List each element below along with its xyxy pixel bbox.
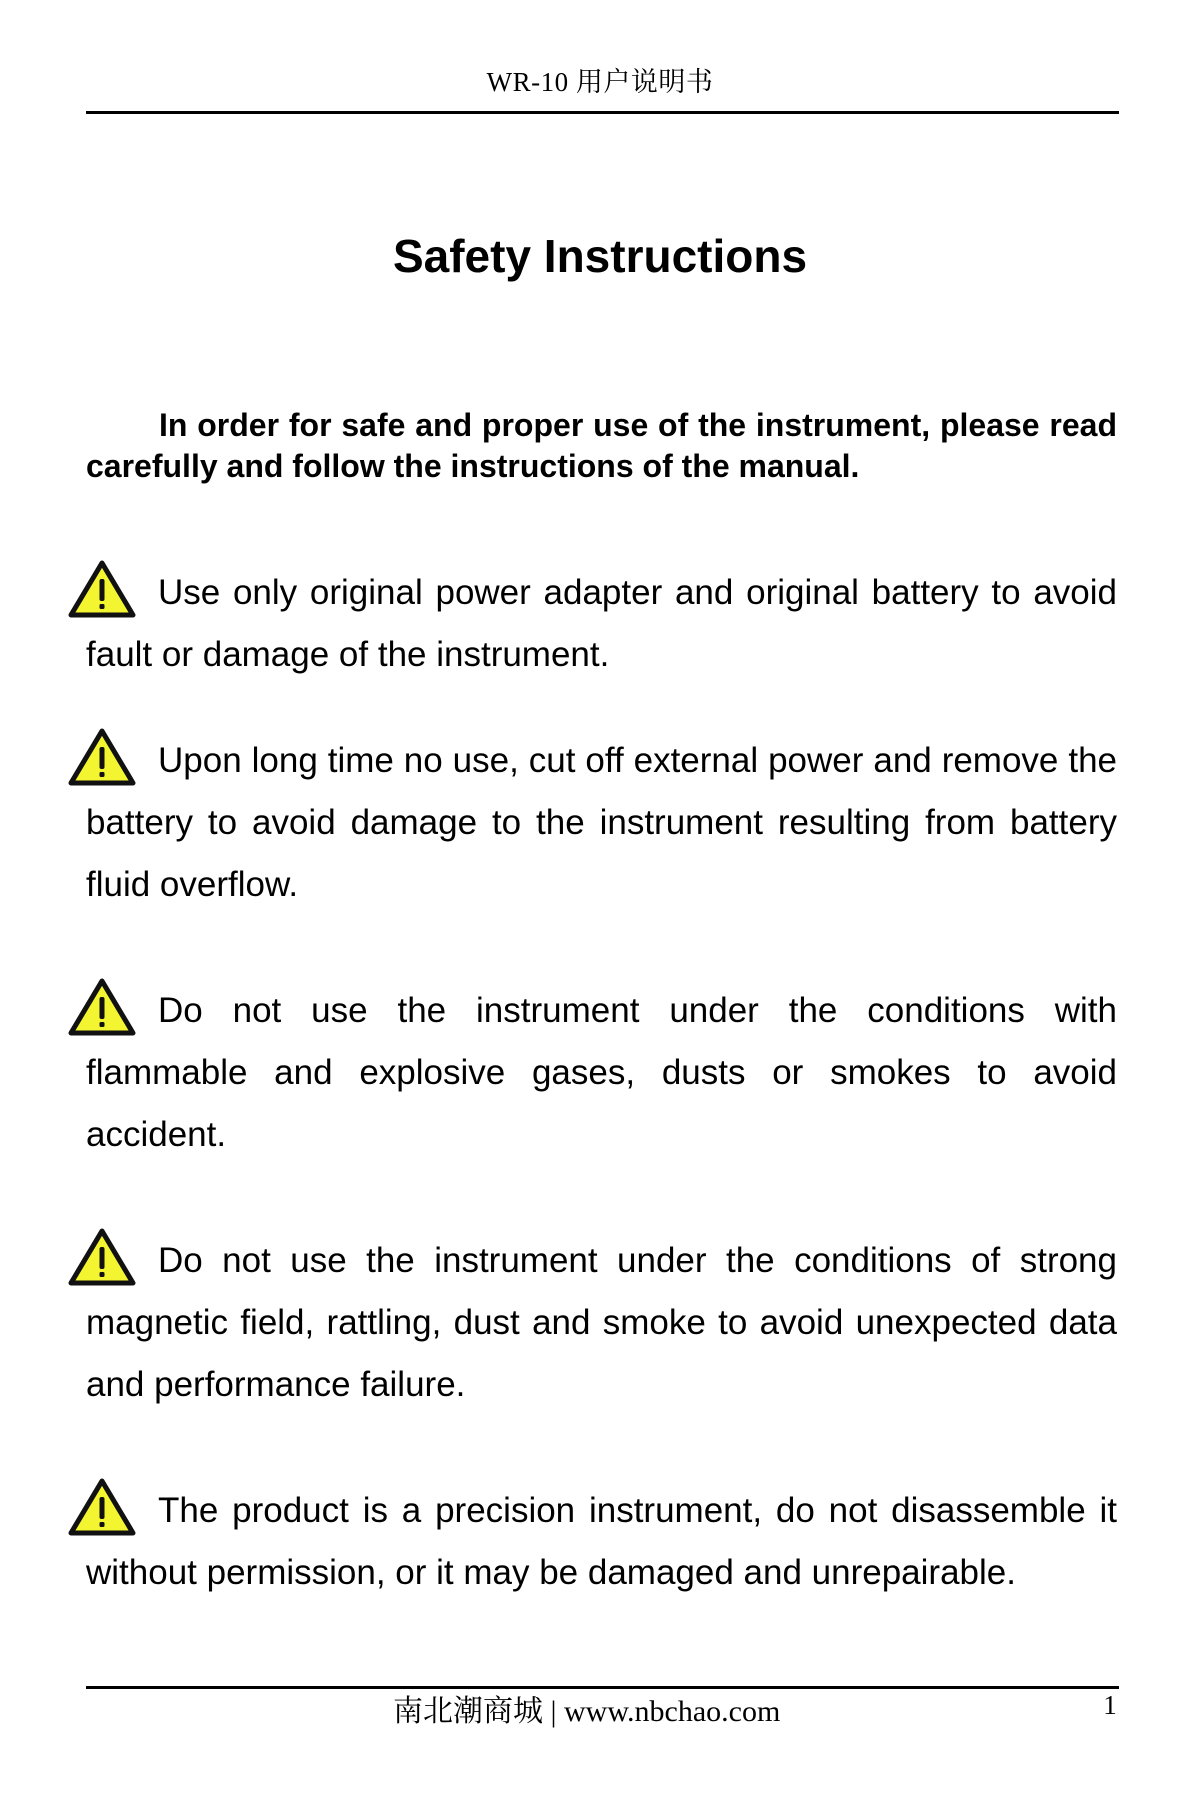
- footer-rule: [86, 1686, 1119, 1689]
- warning-item-3: [86, 980, 1117, 1166]
- header-title: WR-10 用户说明书: [486, 67, 714, 97]
- page-title: Safety Instructions: [392, 230, 808, 282]
- warning-triangle-icon: [68, 1228, 136, 1286]
- warning-item-2: [86, 730, 1117, 916]
- footer-text: 南北潮商城 | www.nbchao.com: [393, 1695, 781, 1728]
- page-number: 1: [1103, 1690, 1117, 1720]
- warning-item-1: [86, 562, 1117, 686]
- warning-text: Do not use the instrument under the conditions of strong magnetic field, rattling, dust and smoke to avoid unexpected data and performance failure.: [86, 1241, 1117, 1404]
- warning-text: Upon long time no use, cut off external power and remove the battery to avoid damage to the instrument resulting from battery fluid overflow.: [86, 741, 1117, 904]
- warning-item-4: [86, 1230, 1117, 1416]
- warning-text: Use only original power adapter and original battery to avoid fault or damage of the instrument.: [86, 573, 1117, 674]
- warning-item-5: [86, 1480, 1117, 1604]
- warning-triangle-icon: [68, 978, 136, 1036]
- header-rule: [86, 111, 1119, 114]
- warning-triangle-icon: [68, 1478, 136, 1536]
- warning-triangle-icon: [68, 728, 136, 786]
- warning-text: The product is a precision instrument, do not disassemble it without permission, or it may be damaged and unrepairable.: [86, 1491, 1117, 1592]
- warning-text: Do not use the instrument under the conditions with flammable and explosive gases, dusts or smokes to avoid accident.: [86, 991, 1117, 1154]
- warning-triangle-icon: [68, 560, 136, 618]
- intro-paragraph: In order for safe and proper use of the instrument, please read carefully and follow the instructions of the manual.: [86, 407, 1117, 484]
